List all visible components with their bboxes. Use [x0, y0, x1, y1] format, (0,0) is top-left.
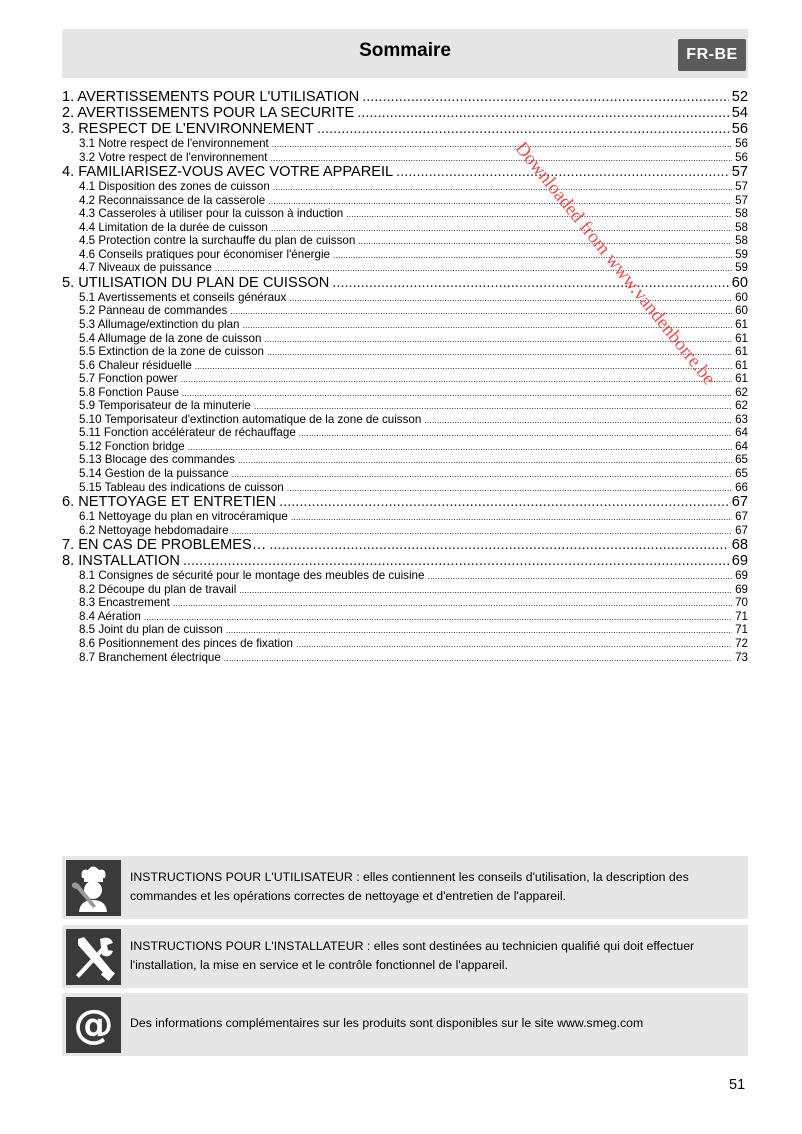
toc-page-number: 67: [735, 510, 748, 524]
toc-entry-title: 3.1 Notre respect de l'environnement: [79, 137, 269, 150]
toc-leader-dots: [424, 414, 732, 427]
toc-page-number: 61: [735, 318, 748, 332]
toc-page-number: 67: [731, 494, 748, 511]
toc-page-number: 56: [735, 150, 748, 164]
toc-page-number: 52: [731, 89, 748, 105]
toc-leader-dots: [346, 208, 732, 221]
watermark: Downloaded from www.vandenborre.be: [510, 138, 720, 389]
toc-page-number: 60: [731, 274, 748, 291]
toc-entry-title: 8.6 Positionnement des pinces de fixation: [79, 636, 293, 650]
info-box-installer-text: INSTRUCTIONS POUR L'INSTALLATEUR : elles sont destinées au technicien qualifié qui doit effectuer l'installation, la mise en service et le contrôle fonctionnel de l'appareil.: [130, 939, 695, 972]
toc-leader-dots: [226, 624, 732, 637]
toc-entry-title: 5.2 Panneau de commandes: [79, 304, 228, 318]
toc-subsection: [62, 221, 748, 235]
toc-entry-title: 5.14 Gestion de la puissance: [79, 467, 229, 481]
toc-leader-dots: [195, 360, 732, 373]
toc-entry-title: 8.4 Aération: [79, 609, 141, 623]
toc-subsection: [62, 151, 748, 165]
toc-page-number: 69: [735, 582, 748, 596]
toc-leader-dots: [357, 105, 729, 121]
toc-section: [62, 121, 748, 137]
toc-page-number: 63: [735, 412, 748, 426]
toc-entry-title: 7. EN CAS DE PROBLEMES…: [62, 537, 267, 554]
toc-subsection: [62, 386, 748, 400]
toc-entry-title: 6.1 Nettoyage du plan en vitrocéramique: [79, 510, 288, 524]
header-bar: [62, 29, 748, 78]
toc-entry-title: 5.13 Blocage des commandes: [79, 453, 235, 467]
toc-leader-dots: [273, 181, 732, 194]
toc-entry-title: 4. FAMILIARISEZ-VOUS AVEC VOTRE APPAREIL: [62, 164, 394, 181]
toc-page-number: 61: [735, 358, 748, 372]
toc-page-number: 71: [735, 609, 748, 623]
toc-leader-dots: [232, 525, 733, 538]
toc-entry-title: 4.2 Reconnaissance de la casserole: [79, 193, 266, 207]
toc-entry-title: 8.5 Joint du plan de cuisson: [79, 623, 223, 637]
toc-subsection: [62, 481, 748, 495]
toc-leader-dots: [291, 511, 732, 524]
toc-subsection: [62, 413, 748, 427]
at-sign-icon: [66, 997, 121, 1053]
toc-page-number: 68: [731, 537, 748, 554]
toc-page-number: 62: [735, 385, 748, 399]
toc-section: [62, 537, 748, 553]
toc-entry-title: 8.2 Découpe du plan de travail: [79, 582, 237, 596]
toc-leader-dots: [332, 275, 728, 291]
toc-entry-title: 8. INSTALLATION: [62, 553, 180, 570]
toc-page-number: 56: [735, 137, 748, 150]
toc-leader-dots: [271, 222, 732, 235]
toc-page-number: 58: [735, 207, 748, 221]
toc-leader-dots: [181, 373, 732, 386]
toc-entry-title: 4.6 Conseils pratiques pour économiser l'énergie: [79, 247, 330, 261]
toc-entry-title: 4.4 Limitation de la durée de cuisson: [79, 220, 268, 234]
toc-subsection: [62, 332, 748, 346]
toc-entry-title: 5.6 Chaleur résiduelle: [79, 358, 192, 372]
toc-page-number: 57: [735, 180, 748, 194]
toc-page-number: 61: [735, 372, 748, 386]
toc-leader-dots: [173, 597, 732, 610]
toc-subsection: [62, 399, 748, 413]
toc-leader-dots: [183, 553, 729, 569]
toc-entry-title: 1. AVERTISSEMENTS POUR L'UTILISATION: [62, 89, 360, 105]
info-box-user: [62, 856, 748, 919]
toc-page-number: 58: [735, 220, 748, 234]
toc-entry-title: 6.2 Nettoyage hebdomadaire: [79, 523, 229, 537]
toc-leader-dots: [270, 152, 732, 165]
toc-page-number: 61: [735, 331, 748, 345]
toc-page-number: 64: [735, 439, 748, 453]
toc-subsection: [62, 207, 748, 221]
toc-subsection: [62, 359, 748, 373]
toc-subsection: [62, 261, 748, 275]
toc-leader-dots: [239, 584, 732, 597]
toc-page-number: 62: [735, 399, 748, 413]
info-box-user-text: INSTRUCTIONS POUR L'UTILISATEUR : elles contiennent les conseils d'utilisation, la description des commandes et les opérations correctes de nettoyage et d'entretien de l'appareil.: [130, 870, 689, 903]
toc-entry-title: 8.7 Branchement électrique: [79, 650, 221, 664]
toc-leader-dots: [287, 482, 732, 495]
toc-subsection: [62, 610, 748, 624]
toc-entry-title: 2. AVERTISSEMENTS POUR LA SECURITE: [62, 105, 355, 121]
toc-section: [62, 105, 748, 121]
toc-page-number: 66: [735, 480, 748, 494]
info-box-installer: [62, 925, 748, 988]
toc-leader-dots: [254, 400, 732, 413]
toc-entry-title: 5.7 Fonction power: [79, 372, 178, 386]
toc-leader-dots: [267, 346, 732, 359]
toc-leader-dots: [224, 652, 732, 665]
toc-leader-dots: [299, 427, 732, 440]
toc-entry-title: 5.4 Allumage de la zone de cuisson: [79, 331, 262, 345]
toc-leader-dots: [144, 611, 732, 624]
toc-subsection: [62, 248, 748, 262]
toc-subsection: [62, 569, 748, 583]
toc-subsection: [62, 194, 748, 208]
language-badge: FR-BE: [678, 39, 746, 71]
chef-user-icon: [66, 860, 121, 916]
toc-subsection: [62, 453, 748, 467]
toc-entry-title: 4.7 Niveaux de puissance: [79, 261, 212, 275]
toc-leader-dots: [238, 454, 732, 467]
toc-subsection: [62, 137, 748, 151]
toc-page-number: 60: [735, 290, 748, 304]
toc-subsection: [62, 426, 748, 440]
toc-entry-title: 5.1 Avertissements et conseils généraux: [79, 290, 287, 304]
toc-entry-title: 4.5 Protection contre la surchauffe du plan de cuisson: [79, 234, 356, 248]
toc-entry-title: 6. NETTOYAGE ET ENTRETIEN: [62, 494, 277, 511]
toc-entry-title: 5.5 Extinction de la zone de cuisson: [79, 345, 264, 359]
toc-entry-title: 3. RESPECT DE L’ENVIRONNEMENT: [62, 121, 314, 137]
toc-subsection: [62, 524, 748, 538]
table-of-contents: [62, 89, 748, 664]
toc-subsection: [62, 440, 748, 454]
toc-entry-title: 5.3 Allumage/extinction du plan: [79, 318, 240, 332]
toc-entry-title: 5.8 Fonction Pause: [79, 385, 179, 399]
toc-page-number: 56: [731, 121, 748, 137]
svg-text:@: @: [73, 1002, 114, 1048]
toc-page-number: 72: [735, 636, 748, 650]
toc-entry-title: 8.1 Consignes de sécurité pour le montage des meubles de cuisine: [79, 569, 425, 583]
toc-page-number: 57: [731, 164, 748, 181]
toc-subsection: [62, 180, 748, 194]
toc-page-number: 61: [735, 345, 748, 359]
toc-page-number: 59: [735, 247, 748, 261]
toc-entry-title: 5.15 Tableau des indications de cuisson: [79, 480, 284, 494]
toc-entry-title: 4.3 Casseroles à utiliser pour la cuisson à induction: [79, 207, 344, 221]
toc-page-number: 54: [731, 105, 748, 121]
toc-subsection: [62, 234, 748, 248]
toc-entry-title: 5.12 Fonction bridge: [79, 439, 185, 453]
toc-page-number: 70: [735, 596, 748, 610]
toc-leader-dots: [215, 262, 732, 275]
toc-entry-title: 4.1 Disposition des zones de cuisson: [79, 180, 270, 194]
toc-leader-dots: [279, 494, 729, 510]
toc-subsection: [62, 467, 748, 481]
toc-entry-title: 3.2 Votre respect de l'environnement: [79, 150, 268, 164]
info-box-web: [62, 993, 748, 1056]
tools-icon: [66, 929, 121, 985]
page-number: 51: [729, 1077, 746, 1093]
toc-section: [62, 164, 748, 180]
toc-leader-dots: [268, 195, 732, 208]
toc-subsection: [62, 372, 748, 386]
toc-subsection: [62, 510, 748, 524]
toc-page-number: 59: [735, 261, 748, 275]
toc-page-number: 64: [735, 426, 748, 440]
toc-entry-title: 8.3 Encastrement: [79, 596, 170, 610]
toc-page-number: 58: [735, 234, 748, 248]
toc-entry-title: 5.11 Fonction accélérateur de réchauffage: [79, 426, 296, 440]
toc-page-number: 57: [735, 193, 748, 207]
toc-subsection: [62, 318, 748, 332]
toc-section: [62, 89, 748, 105]
info-box-web-text: Des informations complémentaires sur les produits sont disponibles sur le site www.smeg.com: [130, 1016, 644, 1030]
toc-entry-title: 5.9 Temporisateur de la minuterie: [79, 399, 251, 413]
toc-entry-title: 5. UTILISATION DU PLAN DE CUISSON: [62, 274, 330, 291]
toc-entry-title: 5.10 Temporisateur d'extinction automatique de la zone de cuisson: [79, 412, 422, 426]
toc-leader-dots: [427, 570, 732, 583]
toc-page-number: 69: [731, 553, 748, 570]
toc-subsection: [62, 596, 748, 610]
toc-leader-dots: [358, 235, 732, 248]
toc-section: [62, 553, 748, 569]
toc-page-number: 73: [735, 650, 748, 664]
toc-section: [62, 494, 748, 510]
toc-subsection: [62, 637, 748, 651]
toc-page-number: 60: [735, 304, 748, 318]
toc-page-number: 69: [735, 569, 748, 583]
toc-subsection: [62, 583, 748, 597]
toc-leader-dots: [317, 121, 729, 137]
toc-subsection: [62, 345, 748, 359]
toc-leader-dots: [269, 537, 728, 553]
toc-page-number: 71: [735, 623, 748, 637]
toc-leader-dots: [188, 441, 732, 454]
toc-leader-dots: [296, 638, 732, 651]
toc-leader-dots: [182, 387, 732, 400]
page-title: Sommaire: [359, 40, 451, 61]
toc-subsection: [62, 623, 748, 637]
toc-leader-dots: [333, 249, 732, 262]
toc-leader-dots: [232, 468, 733, 481]
toc-leader-dots: [396, 164, 729, 180]
toc-leader-dots: [362, 89, 729, 105]
toc-page-number: 67: [735, 523, 748, 537]
toc-page-number: 65: [735, 467, 748, 481]
toc-page-number: 65: [735, 453, 748, 467]
toc-leader-dots: [272, 138, 732, 151]
toc-leader-dots: [289, 292, 732, 305]
toc-subsection: [62, 651, 748, 665]
